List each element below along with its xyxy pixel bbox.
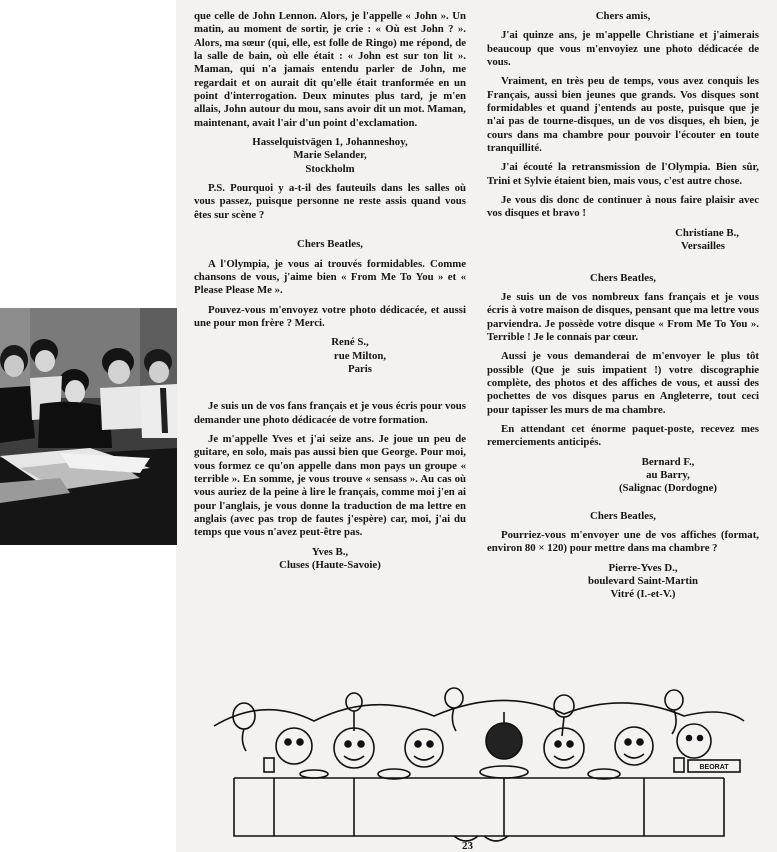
letter-paragraph: J'ai écouté la retransmission de l'Olympia. Bien sûr, Trini et Sylvie étaient bien, mais vous, c'est autre chose.	[487, 161, 759, 187]
letter-paragraph: que celle de John Lennon. Alors, je l'appelle « John ». Un matin, au moment de sortir, je crie : « Où est John ? ». Alors, ma sœur (qui, elle, est folle de Ringo) me répond, de la salle de bain, où elle était : « John est sur ton lit ». Maman, qui n'a jamais entendu parler de John, me regardait et on aurait dit qu'elle était tranformée en un point d'interrogation. Deux minutes plus tard, je m'en allais, John autour du mou, sans avoir dit un mot. Maman, maintenant, avait l'air d'un point d'exclamation.	[194, 10, 466, 129]
letter-city: (Salignac (Dordogne)	[618, 482, 718, 495]
letter-address: boulevard Saint-Martin	[587, 575, 699, 588]
letter-paragraph: A l'Olympia, je vous ai trouvés formidables. Comme chansons de vous, j'aime bien « From Me To You » et « Please Please Me ».	[194, 257, 466, 297]
letter-paragraph: J'ai quinze ans, je m'appelle Christiane et j'aimerais beaucoup que vous m'envoyiez une photo dédicacée de vous.	[487, 29, 759, 69]
letter-salutation: Chers Beatles,	[590, 271, 656, 284]
letter-city: Paris	[348, 362, 372, 375]
letter-address: rue Milton,	[333, 349, 387, 362]
letter-paragraph: Aussi je vous demanderai de m'envoyer le plus tôt possible (Que je suis impatient !) votre discographie complète, des photos et des affiches de vous, et aussi des pochettes de vos disques parus en Angleterre, tout ceci pour tapisser les murs de ma chambre.	[487, 350, 759, 416]
letter-salutation: Chers amis,	[595, 10, 651, 22]
party-table-cartoon	[204, 686, 748, 846]
letter-signature: René S.,	[331, 336, 369, 349]
letters-column-left	[194, 10, 466, 572]
band-photo-drawing	[0, 308, 177, 545]
letter-signature: Marie Selander,	[293, 149, 367, 162]
letter-address: au Barry,	[646, 468, 690, 481]
cartoon-sign-label: BEORAT	[699, 764, 729, 771]
letter-paragraph: Je vous dis donc de continuer à nous faire plaisir avec vos disques et bravo !	[487, 194, 759, 220]
letters-column-right	[487, 10, 759, 602]
letter-paragraph: Pourriez-vous m'envoyer une de vos affiches (format, environ 80 × 120) pour mettre dans ma chambre ?	[487, 529, 759, 555]
letter-paragraph: P.S. Pourquoi y a-t-il des fauteuils dans les salles où vous passez, puisque personne ne reste assis quand vous êtes sur scène ?	[194, 182, 466, 221]
page-number: 23	[462, 840, 473, 852]
letter-signature: Pierre-Yves D.,	[608, 561, 678, 574]
letter-paragraph: Pouvez-vous m'envoyez votre photo dédicacée, et aussi une pour mon frère ? Merci.	[194, 303, 466, 329]
letter-salutation: Chers Beatles,	[590, 509, 656, 522]
letter-address: Hasselquistvägen 1, Johanneshoy,	[252, 136, 408, 149]
letter-paragraph: Je suis un de vos fans français et je vous écris pour vous demander une photo dédicacée de votre formation.	[194, 400, 466, 426]
letter-city: Cluses (Haute-Savoie)	[279, 559, 381, 572]
band-photo	[0, 308, 177, 545]
letter-salutation: Chers Beatles,	[297, 238, 363, 251]
letter-paragraph: Je suis un de vos nombreux fans français et je vous écris à votre maison de disques, pensant que ma lettre vous parviendra. Je possède votre disque « From Me To You ». Terrible ! Je le connais par cœur.	[487, 290, 759, 343]
letter-city: Vitré (I.-et-V.)	[610, 588, 676, 601]
letter-city: Stockholm	[305, 162, 355, 175]
letter-signature: Christiane B.,	[675, 226, 739, 239]
letter-city: Versailles	[681, 240, 725, 253]
letter-signature: Bernard F.,	[641, 455, 695, 468]
letter-paragraph: En attendant cet énorme paquet-poste, recevez mes remerciements anticipés.	[487, 422, 759, 449]
letter-paragraph: Vraiment, en très peu de temps, vous avez conquis les Français, aussi bien jeunes que grands. Vos disques sont formidables et quand j'entends au poste, puisque que je n'ai pas de tourne-disques, un de vos disques, eh bien, je cours dans ma chambre pour pouvoir l'écouter en toute tranquillité.	[487, 75, 759, 155]
letter-paragraph: Je m'appelle Yves et j'ai seize ans. Je joue un peu de guitare, en solo, mais pas aussi bien que George. Pour moi, vous formez ce qu'on appelle dans mon pays un groupe « terrible ». En somme, je vous trouve « sensass ». Au cas où vous auriez de la peine à lire le français, comme moi j'en ai pour l'anglais, je vous donne la traduction de ma lettre en anglais (avec pas trop de fautes j'espère) car, moi, j'ai du temps que vous n'avez peut-être pas.	[194, 432, 466, 539]
letter-signature: Yves B.,	[311, 545, 349, 558]
